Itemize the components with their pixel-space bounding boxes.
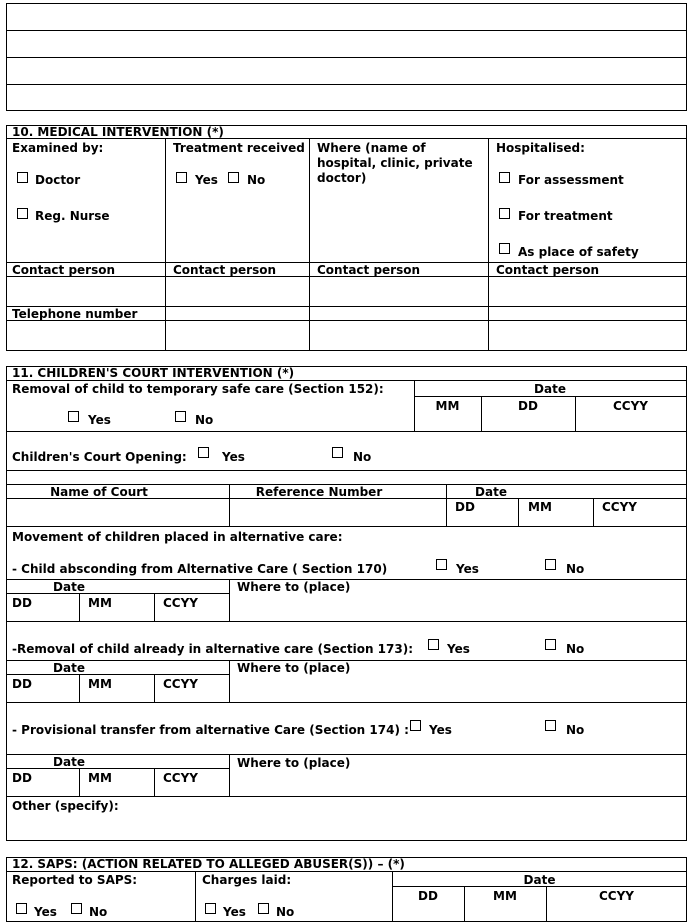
contact-person-label: Contact person [173, 263, 277, 277]
treatment-yes-label: Yes [195, 173, 218, 187]
other-specify-label: Other (specify): [12, 799, 119, 813]
provisional-dd-header: DD [12, 771, 32, 785]
telephone-number-label: Telephone number [12, 307, 138, 321]
removal-ccyy-header: CCYY [613, 399, 648, 413]
contact-person-label: Contact person [12, 263, 116, 277]
removal-alt-ccyy-header: CCYY [163, 677, 198, 691]
charges-no-checkbox[interactable] [258, 903, 269, 914]
provisional-where-to-label: Where to (place) [237, 756, 351, 770]
doctor-label: Doctor [35, 173, 81, 187]
contact-person-label: Contact person [317, 263, 421, 277]
charges-yes-checkbox[interactable] [205, 903, 216, 914]
removal-alt-where-to-label: Where to (place) [237, 661, 351, 675]
treatment-received-label: Treatment received [173, 141, 305, 155]
absconding-yes-label: Yes [456, 562, 479, 576]
treatment-no-checkbox[interactable] [228, 172, 239, 183]
charges-laid-label: Charges laid: [202, 873, 292, 887]
court-ccyy-header: CCYY [602, 500, 637, 514]
provisional-date-header: Date [53, 755, 85, 769]
absconding-no-checkbox[interactable] [545, 559, 556, 570]
removal-alt-mm-header: MM [88, 677, 112, 691]
doctor-checkbox[interactable] [17, 172, 28, 183]
where-label-line1: Where (name of [317, 141, 426, 155]
removal-mm-header: MM [435, 399, 460, 413]
hospitalised-label: Hospitalised: [496, 141, 585, 155]
examined-by-label: Examined by: [12, 141, 104, 155]
for-treatment-checkbox[interactable] [499, 208, 510, 219]
court-date-header: Date [475, 485, 507, 499]
movement-label: Movement of children placed in alternative care: [12, 530, 343, 544]
court-opening-yes-checkbox[interactable] [198, 447, 209, 458]
charges-no-label: No [276, 905, 295, 919]
court-opening-no-checkbox[interactable] [332, 447, 343, 458]
court-opening-yes-label: Yes [222, 450, 245, 464]
removal-alt-date-header: Date [53, 661, 85, 675]
removal-dd-header: DD [518, 399, 538, 413]
reference-number-header: Reference Number [255, 485, 383, 499]
reported-yes-label: Yes [34, 905, 57, 919]
treatment-yes-checkbox[interactable] [176, 172, 187, 183]
provisional-yes-checkbox[interactable] [410, 720, 421, 731]
reported-to-saps-label: Reported to SAPS: [12, 873, 138, 887]
provisional-yes-label: Yes [429, 723, 452, 737]
saps-ccyy-header: CCYY [599, 889, 634, 903]
provisional-ccyy-header: CCYY [163, 771, 198, 785]
removal-yes-label: Yes [88, 413, 111, 427]
removal-alt-dd-header: DD [12, 677, 32, 691]
absconding-date-header: Date [53, 580, 85, 594]
court-mm-header: MM [528, 500, 552, 514]
section-12-title: 12. SAPS: (ACTION RELATED TO ALLEGED ABUSER(S)) – (*) [12, 857, 405, 871]
provisional-no-checkbox[interactable] [545, 720, 556, 731]
absconding-dd-header: DD [12, 596, 32, 610]
section-10-title: 10. MEDICAL INTERVENTION (*) [12, 125, 224, 139]
removal-no-checkbox[interactable] [175, 411, 186, 422]
section-11-title: 11. CHILDREN'S COURT INTERVENTION (*) [12, 366, 295, 380]
court-opening-no-label: No [353, 450, 372, 464]
place-of-safety-checkbox[interactable] [499, 243, 510, 254]
reg-nurse-label: Reg. Nurse [35, 209, 110, 223]
absconding-yes-checkbox[interactable] [436, 559, 447, 570]
removal-date-header: Date [534, 382, 566, 396]
removal-safe-care-label: Removal of child to temporary safe care (Section 152): [12, 382, 384, 396]
removal-alt-no-label: No [566, 642, 585, 656]
removal-alt-yes-label: Yes [447, 642, 470, 656]
absconding-where-to-label: Where to (place) [237, 580, 351, 594]
provisional-mm-header: MM [88, 771, 112, 785]
removal-no-label: No [195, 413, 214, 427]
absconding-ccyy-header: CCYY [163, 596, 198, 610]
name-of-court-header: Name of Court [50, 485, 148, 499]
saps-mm-header: MM [493, 889, 517, 903]
removal-alt-yes-checkbox[interactable] [428, 639, 439, 650]
for-assessment-checkbox[interactable] [499, 172, 510, 183]
contact-person-label: Contact person [496, 263, 600, 277]
reg-nurse-checkbox[interactable] [17, 208, 28, 219]
removal-alt-care-label: -Removal of child already in alternative care (Section 173): [12, 642, 414, 656]
charges-yes-label: Yes [223, 905, 246, 919]
removal-alt-no-checkbox[interactable] [545, 639, 556, 650]
removal-yes-checkbox[interactable] [68, 411, 79, 422]
for-treatment-label: For treatment [518, 209, 613, 223]
court-dd-header: DD [455, 500, 475, 514]
reported-no-checkbox[interactable] [71, 903, 82, 914]
for-assessment-label: For assessment [518, 173, 624, 187]
absconding-no-label: No [566, 562, 585, 576]
treatment-no-label: No [247, 173, 266, 187]
place-of-safety-label: As place of safety [518, 245, 639, 259]
reported-no-label: No [89, 905, 108, 919]
provisional-no-label: No [566, 723, 585, 737]
where-label-line2: hospital, clinic, private [317, 156, 473, 170]
saps-dd-header: DD [418, 889, 438, 903]
where-label-line3: doctor) [317, 171, 367, 185]
provisional-transfer-label: - Provisional transfer from alternative Care (Section 174) : [12, 723, 409, 737]
reported-yes-checkbox[interactable] [16, 903, 27, 914]
saps-date-header: Date [523, 873, 556, 887]
absconding-mm-header: MM [88, 596, 112, 610]
court-opening-label: Children's Court Opening: [12, 450, 187, 464]
absconding-label: - Child absconding from Alternative Care ( Section 170) [12, 562, 388, 576]
